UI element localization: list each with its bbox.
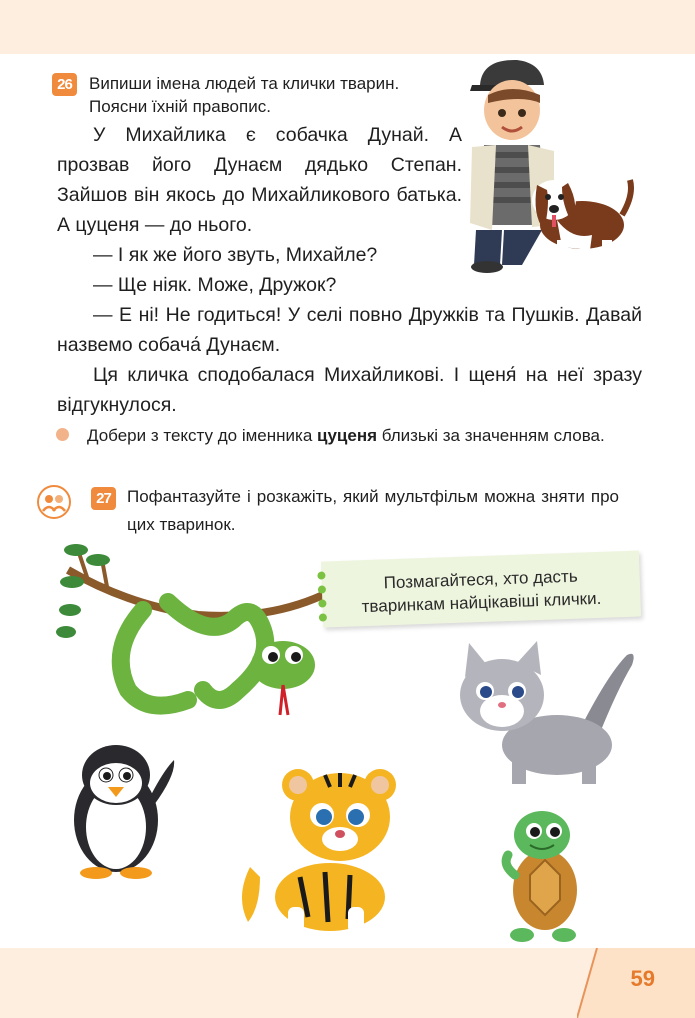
task-number-badge: 27 (91, 487, 116, 510)
page-number: 59 (630, 966, 655, 991)
callout-line: Позмагайтеся, хто дасть (383, 566, 578, 593)
instruction-line: Випиши імена людей та клички тварин. (89, 74, 400, 93)
penguin-illustration (66, 735, 181, 880)
snake-on-branch-illustration (48, 540, 338, 725)
boy-with-dog-illustration (462, 55, 637, 285)
task-instruction (89, 72, 399, 118)
pair-work-icon (37, 485, 71, 519)
subtask-text-after: близькі за значенням слова. (377, 426, 605, 445)
bullet-dot (56, 428, 69, 441)
subtask-text-before: Добери з тексту до іменника (87, 426, 318, 445)
story-text (57, 120, 642, 420)
callout-line: тваринкам найцікавіші клички. (361, 588, 602, 617)
tiger-cub-illustration (230, 757, 410, 937)
subtask-text (87, 422, 627, 449)
story-paragraph: У Михайлика є собачка Дунай. А прозвав його Дунаєм дядько Степан. Зайшов він якось до Михайликового батька. А цуценя — до нього. (57, 124, 462, 236)
task-number-badge: 26 (52, 73, 77, 96)
story-paragraph: — Е ні! Не годиться! У селі повно Дружків та Пушків. Давай назвемо собача́ Дунаєм. (57, 304, 642, 356)
task-instruction: Пофантазуйте і розкажіть, який мультфільм можна зняти про цих тваринок. (127, 487, 619, 534)
kitten-illustration (457, 635, 642, 790)
subtask-bold-word: цуценя (317, 426, 378, 445)
story-paragraph: Ця кличка сподобалася Михайликові. І щеня́ на неї зразу відгукнулося. (57, 364, 642, 416)
callout-note (321, 550, 641, 627)
story-paragraph: — Ще ніяк. Може, Дружок? (93, 274, 337, 296)
instruction-line: Поясни їхній правопис. (89, 97, 271, 116)
turtle-illustration (500, 805, 590, 950)
top-band (0, 0, 695, 54)
callout-text (321, 562, 640, 619)
story-paragraph: — І як же його звуть, Михайле? (93, 244, 378, 266)
